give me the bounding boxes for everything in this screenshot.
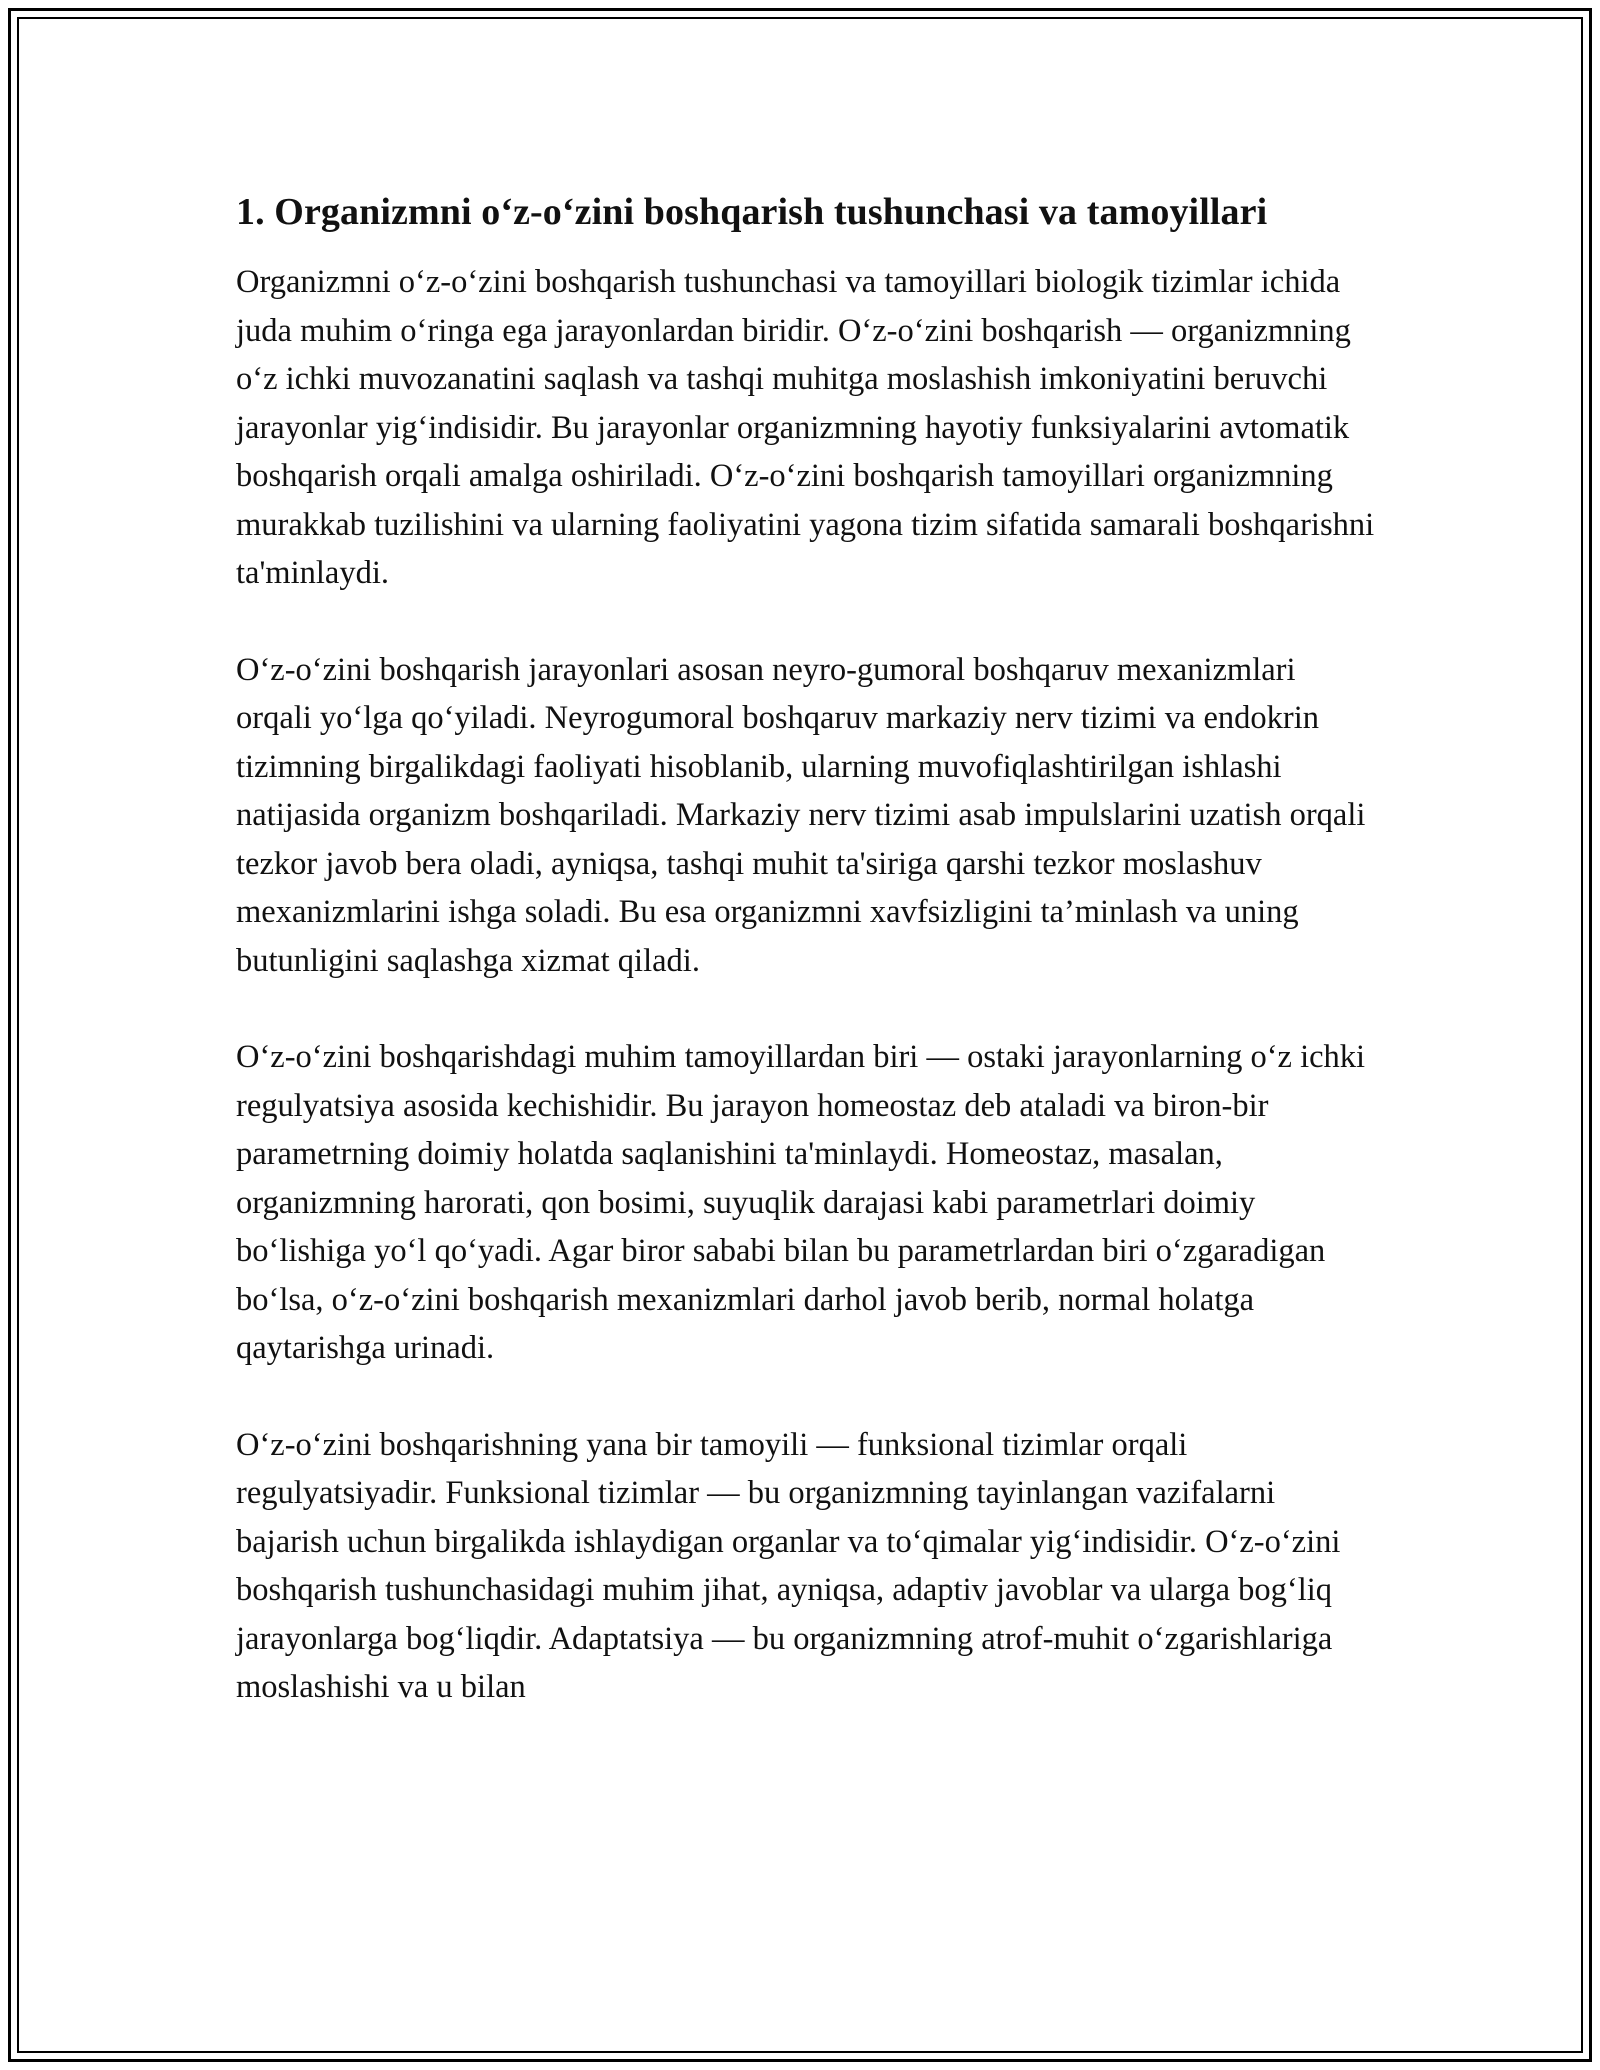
document-body	[236, 184, 1376, 1760]
paragraph-4: O‘z-o‘zini boshqarishning yana bir tamoyili — funksional tizimlar orqali regulyatsiyadir. Funksional tizimlar — bu organizmning tayinlangan vazifalarni bajarish uchun birgalikda ishlaydigan organlar va to‘qimalar yig‘indisidir. O‘z-o‘zini boshqarish tushunchasidagi muhim jihat, ayniqsa, adaptiv javoblar va ularga bog‘liq jarayonlarga bog‘liqdir. Adaptatsiya — bu organizmning atrof-muhit o‘zgarishlariga moslashishi va u bilan	[236, 1426, 1341, 1705]
paragraph-1: Organizmni o‘z-o‘zini boshqarish tushunchasi va tamoyillari biologik tizimlar ichida juda muhim o‘ringa ega jarayonlardan biridir. O‘z-o‘zini boshqarish — organizmning o‘z ichki muvozanatini saqlash va tashqi muhitga moslashish imkoniyatini beruvchi jarayonlar yig‘indisidir. Bu jarayonlar organizmning hayotiy funksiyalarini avtomatik boshqarish orqali amalga oshiriladi. O‘z-o‘zini boshqarish tamoyillari organizmning murakkab tuzilishini va ularning faoliyatini yagona tizim sifatida samarali boshqarishni ta'minlaydi.	[236, 264, 1375, 591]
paragraph-3: O‘z-o‘zini boshqarishdagi muhim tamoyillardan biri — ostaki jarayonlarning o‘z ichki regulyatsiya asosida kechishidir. Bu jarayon homeostaz deb ataladi va biron-bir parametrning doimiy holatda saqlanishini ta'minlaydi. Homeostaz, masalan, organizmning harorati, qon bosimi, suyuqlik darajasi kabi parametrlari doimiy bo‘lishiga yo‘l qo‘yadi. Agar biror sababi bilan bu parametrlardan biri o‘zgaradigan bo‘lsa, o‘z-o‘zini boshqarish mexanizmlari darhol javob berib, normal holatga qaytarishga urinadi.	[236, 1039, 1366, 1366]
paragraph-2: O‘z-o‘zini boshqarish jarayonlari asosan neyro-gumoral boshqaruv mexanizmlari orqali yo‘lga qo‘yiladi. Neyrogumoral boshqaruv markaziy nerv tizimi va endokrin tizimning birgalikdagi faoliyati hisoblanib, ularning muvofiqlashtirilgan ishlashi natijasida organizm boshqariladi. Markaziy nerv tizimi asab impulslarini uzatish orqali tezkor javob bera oladi, ayniqsa, tashqi muhit ta'siriga qarshi tezkor moslashuv mexanizmlarini ishga soladi. Bu esa organizmni xavfsizligini ta’minlash va uning butunligini saqlashga xizmat qiladi.	[236, 651, 1366, 979]
section-heading: 1. Organizmni o‘z-o‘zini boshqarish tushunchasi va tamoyillari	[236, 191, 1268, 233]
